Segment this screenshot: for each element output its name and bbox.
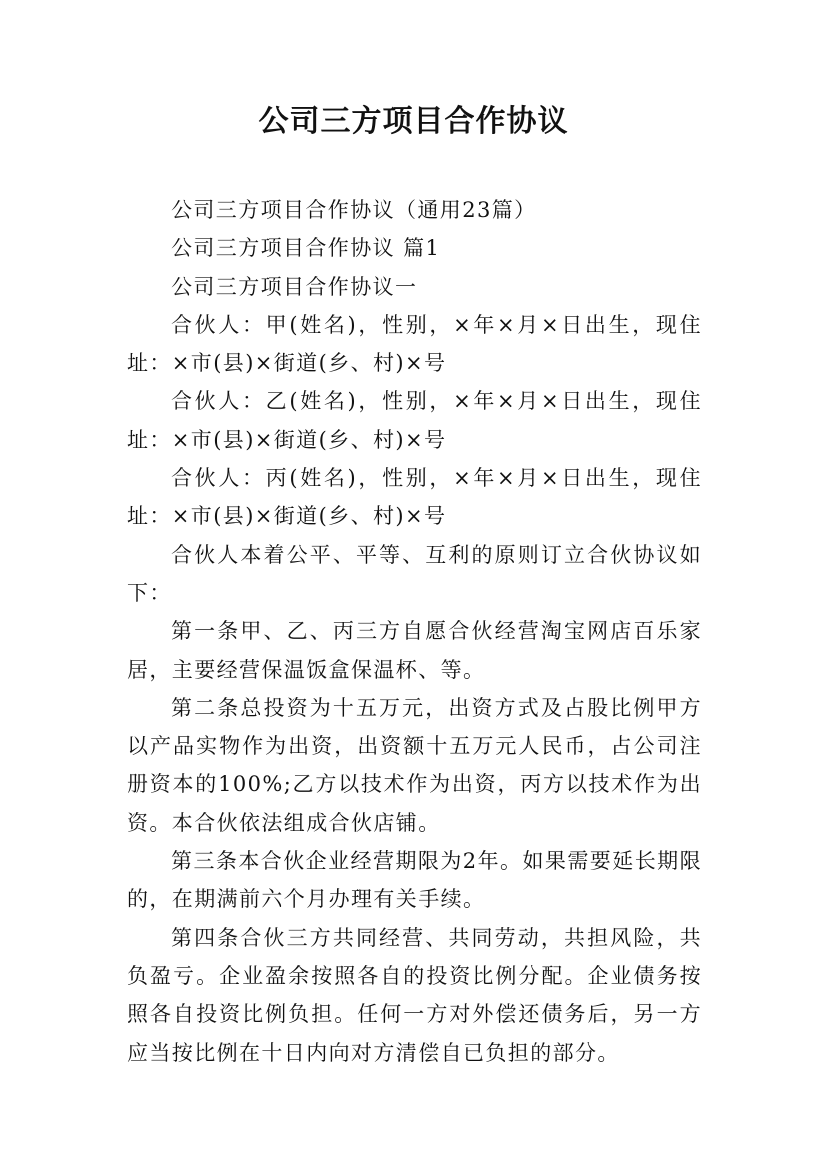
paragraph-partner-c: 合伙人：丙(姓名)，性别，×年×月×日出生，现住址：×市(县)×街道(乡、村)×号	[127, 466, 702, 529]
paragraph-article-3: 第三条本合伙企业经营期限为2年。如果需要延长期限的，在期满前六个月办理有关手续。	[127, 849, 702, 912]
document-title: 公司三方项目合作协议	[258, 104, 569, 139]
paragraph-article-4: 第四条合伙三方共同经营、共同劳动，共担风险，共负盈亏。企业盈余按照各自的投资比例分配。企业债务按照各自投资比例负担。任何一方对外偿还债务后，另一方应当按比例在十日内向对方清偿自已负担的部分。	[127, 925, 702, 1065]
paragraph-heading: 公司三方项目合作协议（通用23篇）	[171, 198, 537, 222]
paragraph-subtitle: 公司三方项目合作协议一	[171, 274, 418, 299]
paragraph-preamble: 合伙人本着公平、平等、互利的原则订立合伙协议如下：	[127, 542, 702, 605]
document-body	[127, 191, 702, 1072]
paragraph-partner-b: 合伙人：乙(姓名)，性别，×年×月×日出生，现住址：×市(县)×街道(乡、村)×号	[127, 389, 702, 452]
paragraph-partner-a: 合伙人：甲(姓名)，性别，×年×月×日出生，现住址：×市(县)×街道(乡、村)×号	[127, 312, 702, 376]
paragraph-article-1: 第一条甲、乙、丙三方自愿合伙经营淘宝网店百乐家居，主要经营保温饭盒保温杯、等。	[127, 619, 702, 682]
paragraph-article-2: 第二条总投资为十五万元，出资方式及占股比例甲方以产品实物作为出资，出资额十五万元人民币，占公司注册资本的100%;乙方以技术作为出资，丙方以技术作为出资。本合伙依法组成合伙店铺。	[127, 695, 702, 835]
paragraph-chapter: 公司三方项目合作协议 篇1	[171, 236, 441, 261]
